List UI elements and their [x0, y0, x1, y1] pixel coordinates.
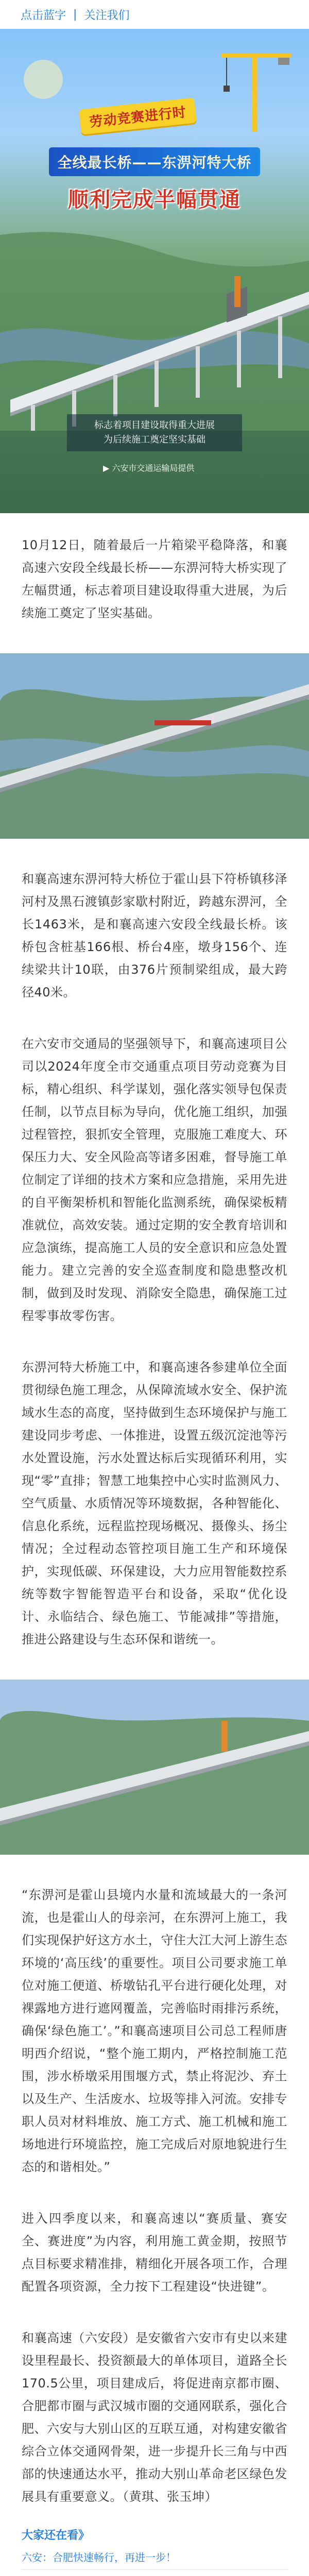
- paragraph-6: 进入四季度以来，和襄高速以“赛质量、赛安全、赛进度”为内容，利用施工黄金期，按照节点目标要求精准排，精细化开展各项工作，合理配置各项资源，全力按下工程建设“快进键”。: [22, 2211, 287, 2294]
- bridge-aerial-photo-1: [0, 653, 309, 839]
- follow-blue-text[interactable]: 点击蓝字: [21, 9, 66, 22]
- banner-credit: ▶ 六安市交通运输局提供: [103, 463, 195, 473]
- recommended-link[interactable]: [22, 2570, 287, 2576]
- sun-icon: [12, 48, 121, 105]
- banner-title: 全线最长桥——东淠河特大桥: [49, 147, 260, 176]
- follow-us-text[interactable]: 关注我们: [84, 9, 130, 22]
- bridge-illustration: [0, 214, 309, 431]
- recommended-heading: 大家还在看》: [22, 2529, 90, 2542]
- recommended-list: [0, 2546, 309, 2576]
- banner-caption: 标志着项目建设取得重大进展 为后续施工奠定坚实基础: [67, 414, 242, 451]
- paragraph-4: 东淠河特大桥施工中，和襄高速各参建单位全面贯彻绿色施工理念，从保障流域水安全、保护流域水生态的高度，坚持做到生态环境保护与施工建设同步考虑、一体推进，设置五级沉淀池等污水处置设施，污水处置达标后实现循环利用，实现“零”直排；智慧工地集控中心实时监测风力、空气质量、水质情况等环境数据，各种智能化、信息化系统，远程监控现场概况、摄像头、扬尘情况；全过程动态管控项目施工生产和环境保护，实现低碳、环保建设，大力应用智能数控系统等数字智能智造平台和设备，采取“优化设计、永临结合、绿色施工、节能减排”等措施，推进公路建设与生态环保和谐统一。: [22, 1360, 287, 1647]
- paragraph-1: 10月12日，随着最后一片箱梁平稳降落，和襄高速六安段全线最长桥——东淠河特大桥实现了左幅贯通，标志着项目建设取得重大进展，为后续施工奠定了坚实基础。: [22, 538, 287, 620]
- bridge-aerial-photo-2: [0, 1680, 309, 1855]
- labor-competition-badge: 劳动竞赛进行时: [79, 97, 197, 134]
- separator: |: [73, 8, 77, 21]
- recommended-link[interactable]: 六安：合肥快速畅行，再进一步！: [22, 2546, 287, 2570]
- paragraph-3: 在六安市交通局的坚强领导下，和襄高速项目公司以2024年度全市交通重点项目劳动竞赛为目标，精心组织、科学谋划，强化落实领导包保责任制，以节点目标为导向，优化施工组织，加强过程管控，狠抓安全管理，克服施工难度大、环保压力大、安全风险高等诸多困难，督导施工单位制定了详细的技术方案和应急措施，采用先进的自平衡架桥机和智能化监测系统，确保梁板精准就位，高效安装。通过定期的安全教育培训和应急演练，提高施工人员的安全意识和应急处置能力。建立完善的安全巡查制度和隐患整改机制，做到及时发现、消除安全隐患，确保施工过程零事故零伤害。: [22, 1037, 287, 1323]
- paragraph-2: 和襄高速东淠河特大桥位于霍山县下符桥镇移泽河村及黑石渡镇彭家歇村附近，跨越东淠河，全长1463米，是和襄高速六安段全线最长桥。该桥包含桩基166根、桥台4座，墩身156个、连续梁共计10联，由376片预制梁组成，最大跨径40米。: [22, 872, 287, 999]
- paragraph-7: 和襄高速（六安段）是安徽省六安市有史以来建设里程最长、投资额最大的单体项目，道路全长170.5公里，项目建成后，将促进南京都市圈、合肥都市圈与武汉城市圈的交通网联系，强化合肥、六安与大别山区的互联互通，对构建安徽省综合立体交通网骨架，进一步提升长三角与中西部的快速通达水平，推动大别山革命老区绿色发展具有重要意义。（黄琪、张玉坤）: [22, 2331, 287, 2504]
- follow-bar[interactable]: [0, 0, 309, 29]
- hero-banner: [0, 29, 309, 513]
- banner-subtitle: 顺利完成半幅贯通: [68, 188, 241, 212]
- crane-icon: [216, 44, 294, 132]
- paragraph-5: “东淠河是霍山县境内水量和流域最大的一条河流，也是霍山人的母亲河，在东淠河上施工，我们实现保护好这方水土，守住大江大河上游生态环境的‘高压线’的重要性。项目公司要求施工单位对施工便道、桥墩钻孔平台进行硬化处理，对裸露地方进行遮网覆盖，完善临时雨排污系统，确保‘绿色施工’。”和襄高速项目公司总工程师唐明西介绍说，“整个施工期内，严格控制施工范围，涉水桥墩采用围堰方式，禁止将泥沙、弃土以及生产、生活废水、垃圾等排入河流。安排专职人员对材料堆放、施工方式、施工机械和施工场地进行环境监控，施工完成后对原地貌进行生态的和谐相处。”: [22, 1888, 287, 2174]
- banner-title-box: [46, 147, 263, 213]
